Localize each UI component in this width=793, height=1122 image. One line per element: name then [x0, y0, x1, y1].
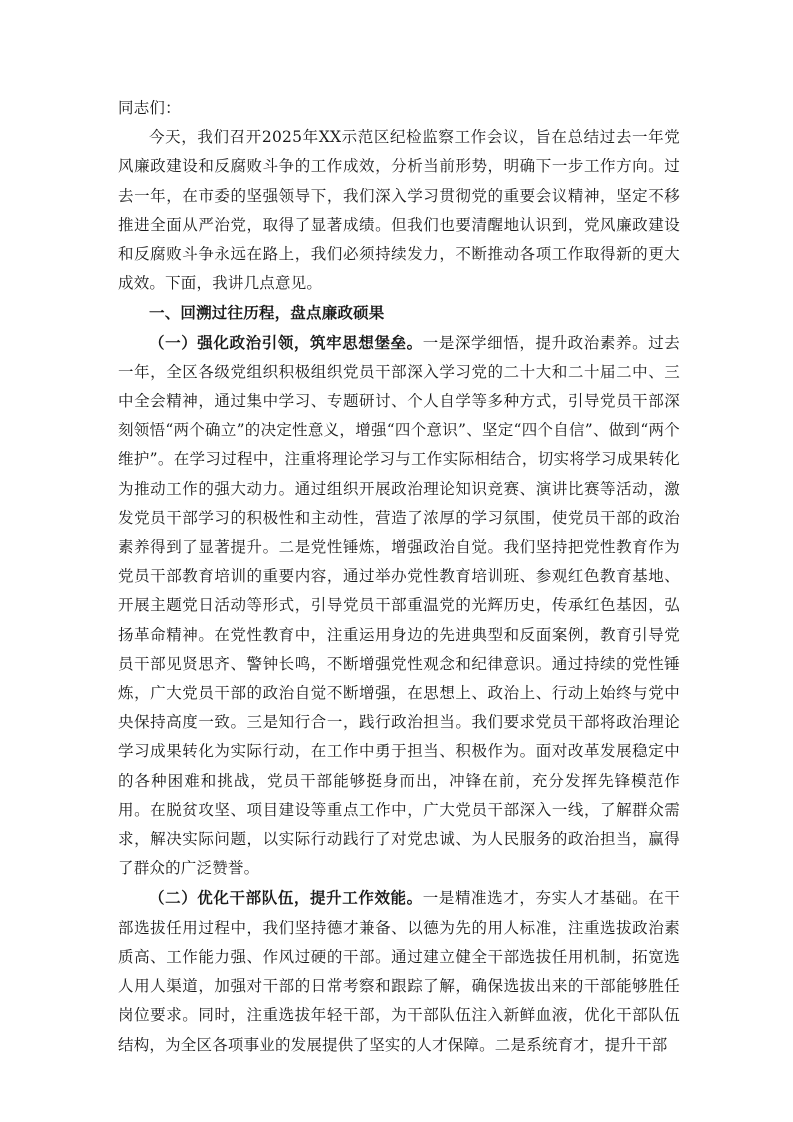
intro-paragraph: 今天，我们召开2025年XX示范区纪检监察工作会议，旨在总结过去一年党风廉政建设和反腐败斗争的工作成效，分析当前形势，明确下一步工作方向。过去一年，在市委的坚强领导下，我们深入学习贯彻党的重要会议精神，坚定不移推进全面从严治党，取得了显著成绩。但我们也要清醒地认识到，党风廉政建设和反腐败斗争永远在路上，我们必须持续发力，不断推动各项工作取得新的更大成效。下面，我讲几点意见。 — [118, 128, 680, 293]
subsection-body-2: 一是精准选才，夯实人才基础。在干部选拔任用过程中，我们坚持德才兼备、以德为先的用人标准，注重选拔政治素质高、工作能力强、作风过硬的干部。通过建立健全干部选拔任用机制，拓宽选人用人渠道，加强对干部的日常考察和跟踪了解，确保选拔出来的干部能够胜任岗位要求。同时，注重选拔年轻干部，为干部队伍注入新鲜血液，优化干部队伍结构，为全区各项事业的发展提供了坚实的人才保障。二是系统育才，提升干部 — [118, 889, 680, 1054]
section-heading: 一、回溯过往历程，盘点廉政硕果 — [149, 303, 385, 323]
subsection-paragraph-2 — [118, 883, 680, 1059]
subsection-paragraph-1 — [118, 328, 680, 884]
subsection-title-1: （一）强化政治引领，筑牢思想堡垒。 — [149, 332, 423, 352]
subsection-body-1: 一是深学细悟，提升政治素养。过去一年，全区各级党组织积极组织党员干部深入学习党的二十大和二十届二中、三中全会精神，通过集中学习、专题研讨、个人自学等多种方式，引导党员干部深刻领悟“两个确立”的决定性意义，增强“四个意识”、坚定“四个自信”、做到“两个维护”。在学习过程中，注重将理论学习与工作实际相结合，切实将学习成果转化为推动工作的强大动力。通过组织开展政治理论知识竞赛、演讲比赛等活动，激发党员干部学习的积极性和主动性，营造了浓厚的学习氛围，使党员干部的政治素养得到了显著提升。二是党性锤炼，增强政治自觉。我们坚持把党性教育作为党员干部教育培训的重要内容，通过举办党性教育培训班、参观红色教育基地、开展主题党日活动等形式，引导党员干部重温党的光辉历史，传承红色基因，弘扬革命精神。在党性教育中，注重运用身边的先进典型和反面案例，教育引导党员干部见贤思齐、警钟长鸣，不断增强党性观念和纪律意识。通过持续的党性锤炼，广大党员干部的政治自觉不断增强，在思想上、政治上、行动上始终与党中央保持高度一致。三是知行合一，践行政治担当。我们要求党员干部将政治理论学习成果转化为实际行动，在工作中勇于担当、积极作为。面对改革发展稳定中的各种困难和挑战，党员干部能够挺身而出，冲锋在前，充分发挥先锋模范作用。在脱贫攻坚、项目建设等重点工作中，广大党员干部深入一线，了解群众需求，解决实际问题，以实际行动践行了对党忠诚、为人民服务的政治担当，赢得了群众的广泛赞誉。 — [118, 333, 680, 878]
subsection-title-2: （二）优化干部队伍，提升工作效能。 — [149, 888, 423, 908]
salutation: 同志们： — [118, 99, 181, 117]
